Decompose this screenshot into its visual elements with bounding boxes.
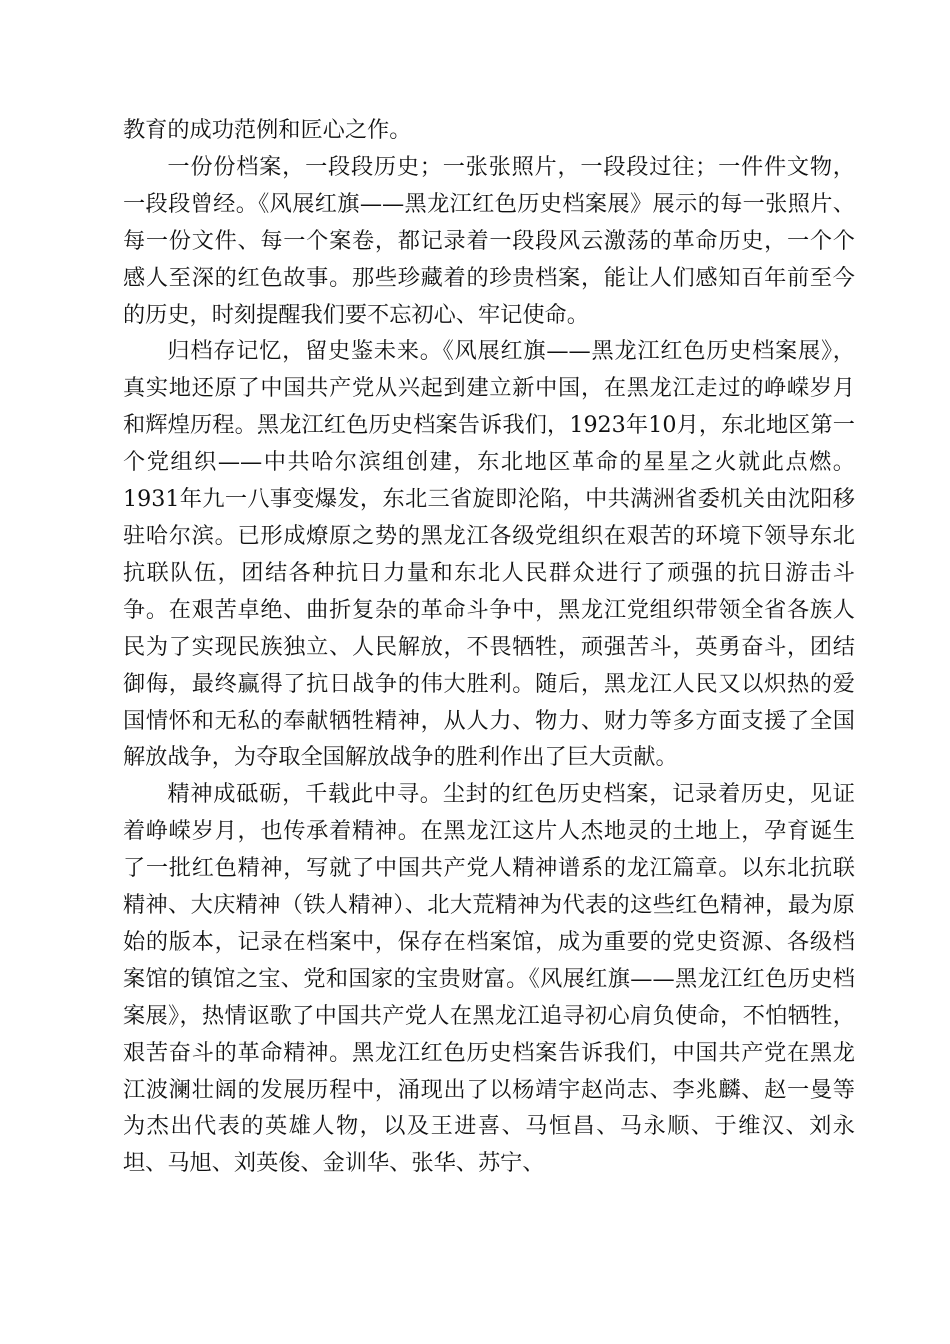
paragraph-1: 教育的成功范例和匠心之作。 [123, 117, 412, 143]
paragraph-3: 归档存记忆，留史鉴未来。《风展红旗——黑龙江红色历史档案展》，真实地还原了中国共产党从兴起到建立新中国，在黑龙江走过的峥嵘岁月和辉煌历程。黑龙江红色历史档案告诉我们，1923年10月，东北地区第一个党组织——中共哈尔滨组创建，东北地区革命的星星之火就此点燃。1931年九一八事变爆发，东北三省旋即沦陷，中共满洲省委机关由沈阳移驻哈尔滨。已形成燎原之势的黑龙江各级党组织在艰苦的环境下领导东北抗联队伍，团结各种抗日力量和东北人民群众进行了顽强的抗日游击斗争。在艰苦卓绝、曲折复杂的革命斗争中，黑龙江党组织带领全省各族人民为了实现民族独立、人民解放，不畏牺牲，顽强苦斗，英勇奋斗，团结御侮，最终赢得了抗日战争的伟大胜利。随后，黑龙江人民又以炽热的爱国情怀和无私的奉献牺牲精神，从人力、物力、财力等多方面支援了全国解放战争，为夺取全国解放战争的胜利作出了巨大贡献。 [123, 338, 855, 771]
paragraph-4: 精神成砥砺，千载此中寻。尘封的红色历史档案，记录着历史，见证着峥嵘岁月，也传承着精神。在黑龙江这片人杰地灵的土地上，孕育诞生了一批红色精神，写就了中国共产党人精神谱系的龙江篇章。以东北抗联精神、大庆精神（铁人精神）、北大荒精神为代表的这些红色精神，最为原始的版本，记录在档案中，保存在档案馆，成为重要的党史资源、各级档案馆的镇馆之宝、党和国家的宝贵财富。《风展红旗——黑龙江红色历史档案展》，热情讴歌了中国共产党人在黑龙江追寻初心肩负使命，不怕牺牲，艰苦奋斗的革命精神。黑龙江红色历史档案告诉我们，中国共产党在黑龙江波澜壮阔的发展历程中，涌现出了以杨靖宇赵尚志、李兆麟、赵一曼等为杰出代表的英雄人物，以及王进喜、马恒昌、马永顺、于维汉、刘永坦、马旭、刘英俊、金训华、张华、苏宁、 [123, 781, 855, 1177]
document-body [123, 112, 855, 1182]
paragraph-2: 一份份档案，一段段历史；一张张照片，一段段过往；一件件文物，一段段曾经。《风展红旗——黑龙江红色历史档案展》展示的每一张照片、每一份文件、每一个案卷，都记录着一段段风云激荡的革命历史，一个个感人至深的红色故事。那些珍藏着的珍贵档案，能让人们感知百年前至今的历史，时刻提醒我们要不忘初心、牢记使命。 [123, 153, 855, 328]
